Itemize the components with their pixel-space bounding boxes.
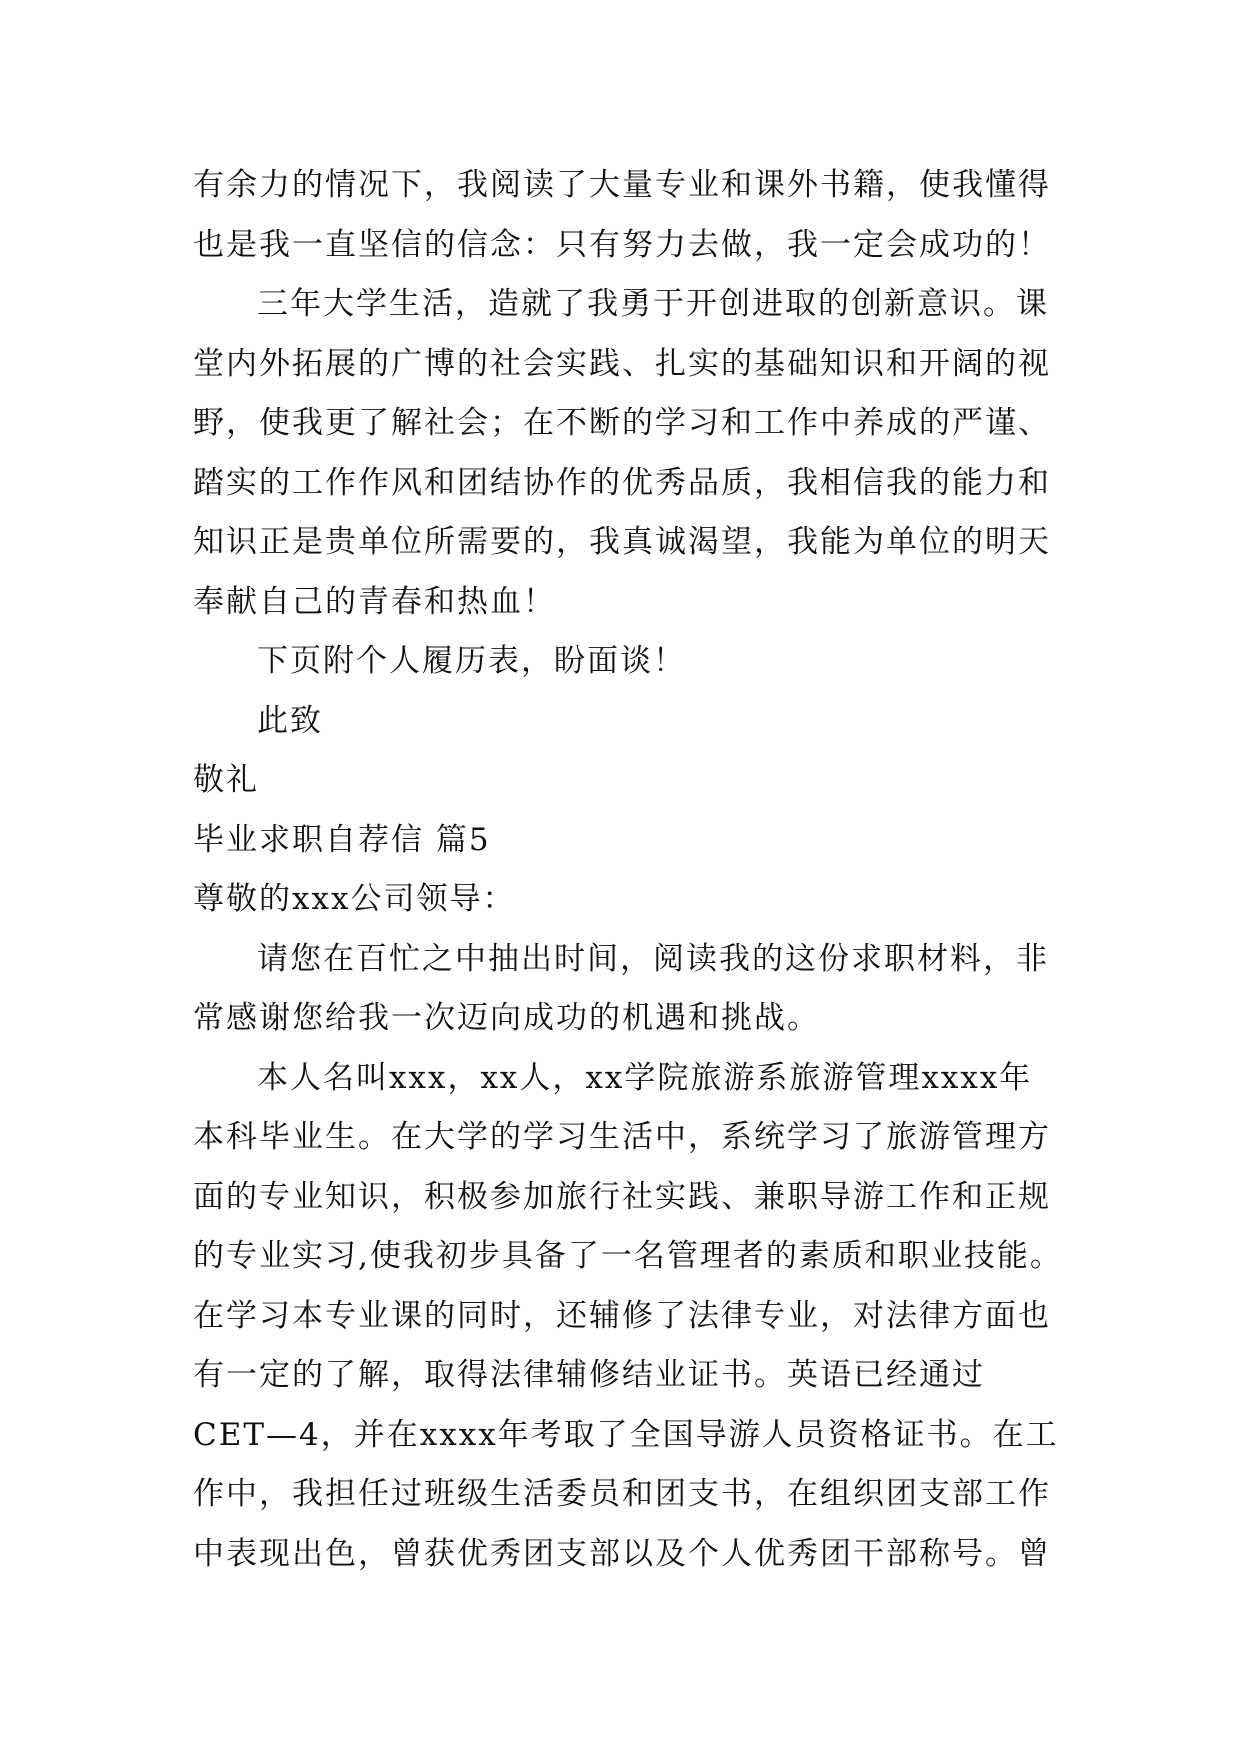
text-line: 有一定的了解，取得法律辅修结业证书。英语已经通过 xyxy=(193,1357,985,1393)
text-line: 作中，我担任过班级生活委员和团支书，在组织团支部工作 xyxy=(193,1476,1051,1512)
text-line: 中表现出色，曾获优秀团支部以及个人优秀团干部称号。曾 xyxy=(193,1535,1051,1572)
letter-body xyxy=(193,156,1073,1584)
greeting-line: 尊敬的xxx公司领导： xyxy=(193,881,516,917)
paragraph-start-line: 请您在百忙之中抽出时间，阅读我的这份求职材料，非 xyxy=(257,940,1049,977)
text-line: 踏实的工作作风和团结协作的优秀品质，我相信我的能力和 xyxy=(193,464,1051,501)
text-line: 在学习本专业课的同时，还辅修了法律专业，对法律方面也 xyxy=(193,1297,1051,1334)
paragraph-start-line: 三年大学生活，造就了我勇于开创进取的创新意识。课 xyxy=(257,286,1049,322)
closing-regards: 敬礼 xyxy=(193,762,259,798)
text-line: 面的专业知识，积极参加旅行社实践、兼职导游工作和正规 xyxy=(193,1178,1051,1215)
paragraph-start-line: 下页附个人履历表，盼面谈！ xyxy=(257,643,686,679)
section-title: 毕业求职自荐信 篇5 xyxy=(193,821,491,858)
paragraph-start-line: 本人名叫xxx，xx人，xx学院旅游系旅游管理xxxx年 xyxy=(257,1059,1033,1096)
text-line: CET—4，并在xxxx年考取了全国导游人员资格证书。在工 xyxy=(193,1416,1059,1453)
closing-salutation: 此致 xyxy=(257,702,323,739)
text-line: 也是我一直坚信的信念：只有努力去做，我一定会成功的！ xyxy=(193,226,1051,263)
text-line: 堂内外拓展的广博的社会实践、扎实的基础知识和开阔的视 xyxy=(193,345,1051,382)
text-line: 有余力的情况下，我阅读了大量专业和课外书籍，使我懂得 xyxy=(193,167,1051,203)
text-line: 常感谢您给我一次迈向成功的机遇和挑战。 xyxy=(193,1000,820,1036)
text-line: 奉献自己的青春和热血！ xyxy=(193,583,556,620)
text-line: 本科毕业生。在大学的学习生活中，系统学习了旅游管理方 xyxy=(193,1119,1051,1155)
text-line: 知识正是贵单位所需要的，我真诚渴望，我能为单位的明天 xyxy=(193,524,1051,560)
text-line: 的专业实习,使我初步具备了一名管理者的素质和职业技能。 xyxy=(193,1238,1063,1274)
text-line: 野，使我更了解社会；在不断的学习和工作中养成的严谨、 xyxy=(193,405,1051,441)
